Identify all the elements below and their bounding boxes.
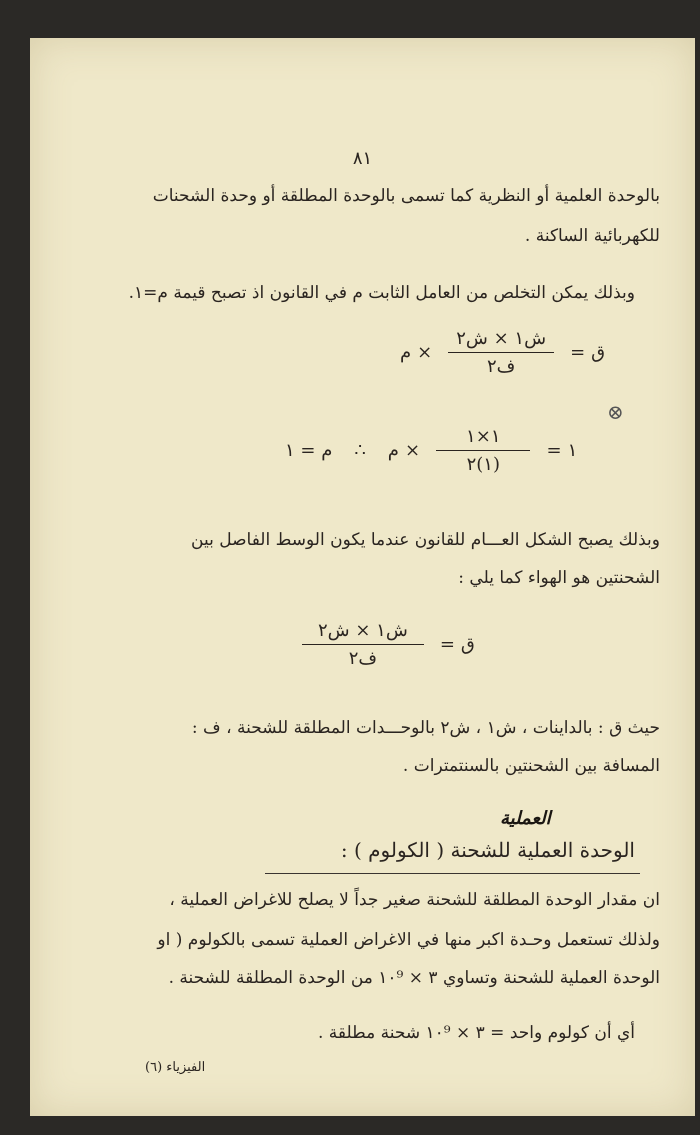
eq1-fraction	[448, 328, 554, 377]
eq2-equals: =	[546, 440, 562, 461]
eq1-equals: =	[570, 342, 586, 363]
eq1-lhs: ق	[591, 342, 606, 363]
text-line-9: ولذلك تستعمل وحـدة اكبر منها في الاغراض العملية تسمى بالكولوم ( او	[157, 930, 660, 950]
eq3-lhs: ق	[460, 634, 475, 655]
eq3-numerator: ش١ × ش٢	[302, 620, 424, 645]
text-line-3: وبذلك يمكن التخلص من العامل الثابت م في القانون اذ تصبح قيمة م=١.	[128, 283, 635, 303]
section-heading: الوحدة العملية للشحنة ( الكولوم ) :	[340, 838, 635, 862]
eq3-denominator: ف٢	[348, 648, 378, 669]
margin-mark-icon: ⊗	[607, 400, 624, 424]
text-line-4: وبذلك يصبح الشكل العـــام للقانون عندما يكون الوسط الفاصل بين	[191, 530, 660, 550]
eq2-denominator: (١)٢	[466, 454, 500, 475]
eq1-m: م	[400, 342, 412, 363]
equation-2	[285, 426, 577, 475]
eq2-therefore: ∴	[354, 440, 366, 461]
eq2-lhs: ١	[567, 440, 578, 461]
eq3-equals: =	[439, 634, 455, 655]
eq2-times: ×	[404, 440, 421, 461]
text-line-1: بالوحدة العلمية أو النظرية كما تسمى بالوحدة المطلقة أو وحدة الشحنات	[152, 186, 660, 206]
text-line-2: للكهربائية الساكنة .	[524, 226, 660, 246]
eq2-m: م	[387, 440, 399, 461]
eq1-numerator: ش١ × ش٢	[448, 328, 554, 353]
equation-1	[400, 328, 605, 377]
eq1-times: ×	[417, 342, 433, 363]
eq3-fraction	[302, 620, 424, 669]
eq1-denominator: ف٢	[486, 356, 516, 377]
text-line-11: أي أن كولوم واحد = ٣ × ١٠⁹ شحنة مطلقة .	[318, 1023, 635, 1043]
handwritten-note: العملية	[500, 808, 551, 829]
text-line-8: ان مقدار الوحدة المطلقة للشحنة صغير جداً لا يصلح للاغراض العملية ،	[169, 890, 660, 910]
eq2-fraction	[436, 426, 530, 475]
text-line-6: حيث ق : بالداينات ، ش١ ، ش٢ بالوحـــدات المطلقة للشحنة ، ف :	[191, 718, 660, 738]
text-line-7: المسافة بين الشحنتين بالسنتمترات .	[402, 756, 660, 776]
equation-3	[292, 620, 475, 669]
eq2-numerator: ١×١	[436, 426, 530, 451]
page-footer: الفيزياء (٦)	[145, 1060, 206, 1075]
heading-underline	[265, 873, 640, 874]
text-line-10: الوحدة العملية للشحنة وتساوي ٣ × ١٠⁹ من الوحدة المطلقة للشحنة .	[168, 968, 660, 988]
text-line-5: الشحنتين هو الهواء كما يلي :	[458, 568, 660, 588]
eq2-result: م = ١	[285, 440, 333, 461]
document-page	[30, 38, 695, 1116]
page-number: ٨١	[352, 148, 373, 169]
